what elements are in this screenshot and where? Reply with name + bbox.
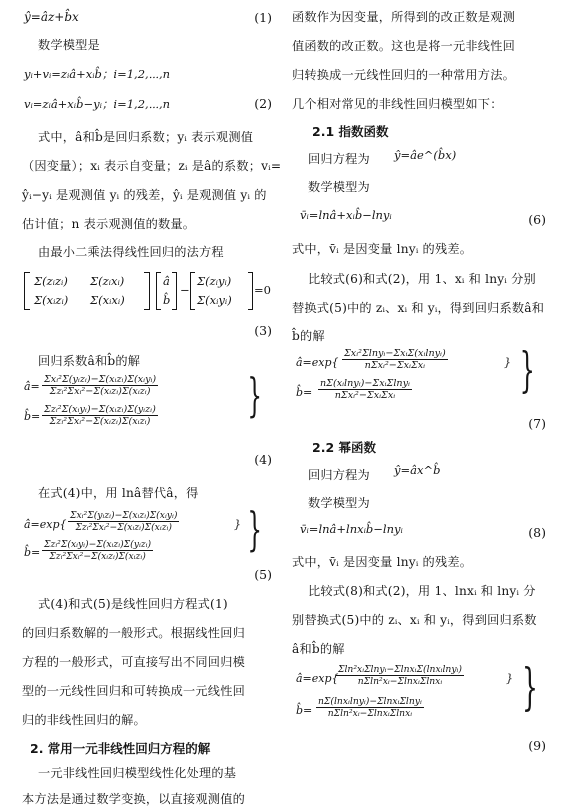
- equation-6-note: 式中，v̄ᵢ 是因变量 lnyᵢ 的残差。: [292, 242, 473, 256]
- power-regression-equation: ŷ=âx^b̂: [394, 463, 441, 477]
- para2-line4: 型的一元线性回归和可转换成一元线性回: [22, 684, 245, 698]
- power-model-label: 数学模型为: [308, 496, 370, 510]
- right-para-line1: 函数作为因变量，所得到的改正数是观测: [292, 10, 515, 24]
- equation-6-number: (6): [528, 212, 546, 227]
- equation-8-note: 式中，v̄ᵢ 是因变量 lnyᵢ 的残差。: [292, 555, 473, 569]
- section-2-2-heading: 2.2 幂函数: [312, 440, 376, 455]
- equation-1-number: (1): [254, 10, 272, 25]
- compare1-line1: 比较式(6)和式(2)，用 1、xᵢ 和 lnyᵢ 分别: [308, 272, 536, 286]
- model-title: 数学模型是: [38, 38, 100, 52]
- para2-line1: 式(4)和式(5)是线性回归方程式(1): [38, 597, 228, 611]
- rhs-2: Σ(xᵢyᵢ): [197, 293, 232, 307]
- section-2-heading: 2. 常用一元非线性回归方程的解: [30, 741, 211, 756]
- matrix-cell-21: Σ(xᵢzᵢ): [34, 293, 69, 307]
- para3-line2: 本方法是通过数学变换，以直接观测值的: [22, 792, 245, 806]
- para1-line4: 估计值；n 表示观测值的数量。: [22, 217, 196, 231]
- compare1-line2: 替换式(5)中的 zᵢ、xᵢ 和 yᵢ，得到回归系数â和: [292, 301, 545, 315]
- matrix-cell-22: Σ(xᵢxᵢ): [90, 293, 125, 307]
- right-para-line2: 值函数的改正数。这也是将一元非线性回: [292, 39, 515, 53]
- matrix-cell-11: Σ(zᵢzᵢ): [34, 274, 68, 288]
- para1-line2: （因变量）；xᵢ 表示自变量；zᵢ 是â的系数；vᵢ=: [22, 159, 282, 173]
- para2-line3: 方程的一般形式，可直接写出不同回归模: [22, 655, 245, 669]
- compare2-line3: â和b̂的解: [292, 642, 345, 656]
- equation-6: v̄ᵢ=lnâ+xᵢb̂−lnyᵢ: [300, 208, 392, 222]
- right-para-line4: 几个相对常见的非线性回归模型如下：: [292, 97, 503, 111]
- equation-3-rhs: =0: [254, 283, 271, 297]
- equation-8-number: (8): [528, 525, 546, 540]
- exp-regression-equation: ŷ=âe^(b̂x): [394, 148, 457, 162]
- exp-model-label: 数学模型为: [308, 180, 370, 194]
- para1-line3: ŷᵢ−yᵢ 是观测值 yᵢ 的残差，ŷᵢ 是观测值 yᵢ 的: [22, 188, 267, 202]
- right-para-line3: 归转换成一元线性回归的一种常用方法。: [292, 68, 515, 82]
- normal-equation-intro: 由最小二乘法得线性回归的法方程: [38, 245, 224, 259]
- equation-2-number: (2): [254, 96, 272, 111]
- equation-5-number: (5): [254, 567, 272, 582]
- rhs-1: Σ(zᵢyᵢ): [197, 274, 232, 288]
- power-regression-label: 回归方程为: [308, 468, 370, 482]
- compare1-line3: b̂的解: [292, 329, 325, 343]
- equation-4-number: (4): [254, 452, 272, 467]
- solution-intro: 回归系数â和b̂的解: [38, 354, 141, 368]
- matrix-cell-12: Σ(zᵢxᵢ): [90, 274, 125, 288]
- vector-a: â: [163, 274, 170, 288]
- substitution-intro: 在式(4)中，用 lnâ替代â，得: [38, 486, 199, 500]
- para2-line5: 归的非线性回归的解。: [22, 713, 146, 727]
- equation-3-number: (3): [254, 323, 272, 338]
- section-2-1-heading: 2.1 指数函数: [312, 124, 389, 139]
- equation-9-number: (9): [528, 738, 546, 753]
- compare2-line2: 别替换式(5)中的 zᵢ、xᵢ 和 yᵢ，得到回归系数: [292, 613, 537, 627]
- equation-7-number: (7): [528, 416, 546, 431]
- exp-regression-label: 回归方程为: [308, 152, 370, 166]
- para1-line1: 式中，â和b̂是回归系数；yᵢ 表示观测值: [38, 130, 254, 144]
- vector-b: b̂: [163, 293, 171, 307]
- equation-1: ŷ=âz+b̂x: [24, 10, 79, 24]
- model-equation-2: vᵢ=zᵢâ+xᵢb̂−yᵢ；i=1,2,⋯,n: [24, 97, 171, 111]
- model-equation-1: yᵢ+vᵢ=zᵢâ+xᵢb̂；i=1,2,⋯,n: [24, 67, 171, 81]
- equation-8: v̄ᵢ=lnâ+lnxᵢb̂−lnyᵢ: [300, 522, 403, 536]
- para2-line2: 的回归系数解的一般形式。根据线性回归: [22, 626, 245, 640]
- compare2-line1: 比较式(8)和式(2)，用 1、lnxᵢ 和 lnyᵢ 分: [308, 584, 536, 598]
- para3-line1: 一元非线性回归模型线性化处理的基: [38, 766, 237, 780]
